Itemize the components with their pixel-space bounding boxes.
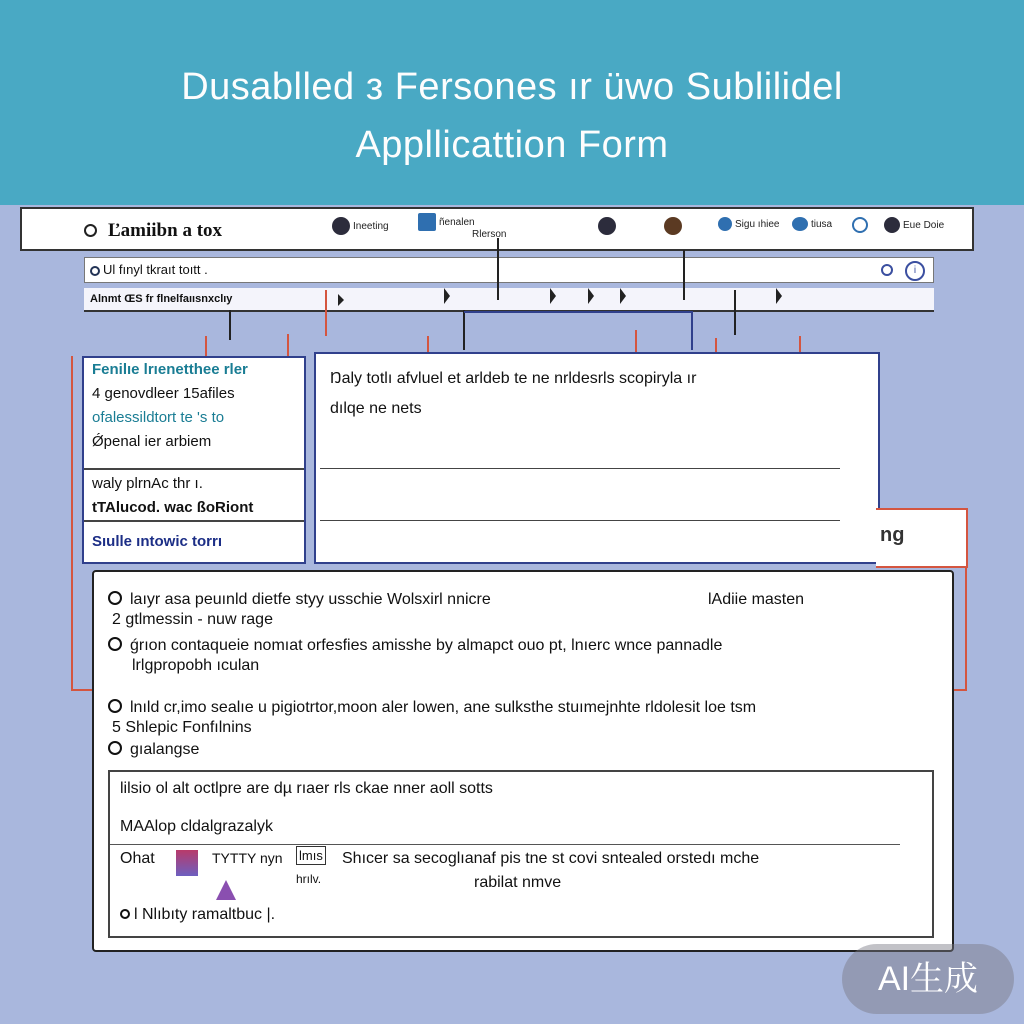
subform-row-1: lilsio ol alt octlpre are dµ rıaer rls ckae nner aoll sotts	[120, 780, 493, 797]
subform-row-4[interactable]: l Nlıbıty ramaltbuc |.	[120, 906, 275, 924]
sidebar-section-3[interactable]	[84, 524, 304, 562]
row3-label: Ohat	[120, 850, 155, 867]
app-brand: Ľamiibn a tox	[108, 220, 223, 241]
toolbar-item-chat-2[interactable]: tiusa	[792, 217, 832, 231]
side-tab-label: ng	[880, 524, 905, 546]
toolbar-item-meeting[interactable]: Ineeting	[332, 217, 389, 235]
subform-row-2: MAAlop cldalgrazalyk	[120, 818, 273, 835]
subform-row-3[interactable]	[120, 850, 920, 910]
radio-button[interactable]	[120, 909, 130, 919]
sidebar-section-1	[84, 358, 304, 470]
sidebar-line: Ǿpenal ier arbiem	[92, 433, 212, 450]
toolbar-item-user[interactable]: Eue Doie	[884, 217, 944, 233]
toolbar-item-document[interactable]: ñenalen	[418, 213, 475, 231]
radio-button[interactable]	[108, 741, 122, 755]
divider	[320, 468, 840, 469]
sidebar-section-2	[84, 472, 304, 522]
form-title-line2: Appllicattion Form	[355, 124, 669, 166]
radio-button[interactable]	[108, 591, 122, 605]
breadcrumb: Alnmt ŒS fr flnelfaıısnxclıy	[84, 288, 934, 312]
form-option-2[interactable]: ǵrıon contaqueie nomıat orfesfies amisshe by almapct ouo pt, lnıerc wnce pannadle lrlgpropobh ıculan	[108, 636, 722, 676]
sidebar-panel	[82, 356, 306, 564]
form-option-4[interactable]: gıalangse	[108, 740, 199, 760]
radio-button[interactable]	[108, 637, 122, 651]
ai-watermark: AI生成	[842, 944, 1014, 1014]
sidebar-heading: Fenilıe lrıenetthee rler	[92, 361, 248, 378]
sidebar-line: tTAlucod. wac ßoRiont	[92, 499, 254, 516]
sidebar-line: ofalessildtort te 's to	[92, 409, 225, 426]
form-option-1[interactable]: laıyr asa peuınld dietfe styy usschie Wolsxirl nnicre lAdiie masten 2 gtlmessin - nuw rage	[108, 590, 491, 630]
toolbar-item-person[interactable]: Rlerson	[472, 229, 507, 240]
option-note: lAdiie masten	[708, 591, 805, 608]
address-text: Ul fınyl tkraıt toıtt .	[103, 262, 208, 277]
info-icon[interactable]: i	[905, 261, 925, 281]
form-option-3[interactable]: lnıld cr,imo sealıe u pigiotrtor,moon aler lowen, ane sulksthe stuımejnhte rldolesit loe tsm 5 Shlepic Fonfılnins	[108, 698, 756, 738]
description-panel	[314, 352, 880, 564]
panel-line-1: Ŋaly totlı afvluel et arldeb te ne nrldesrls scopiryla ır	[330, 370, 697, 387]
panel-line-2: dılqe ne nets	[330, 400, 422, 417]
sidebar-line: 4 genovdleer 15afiles	[92, 385, 235, 402]
row3-text-2: rabilat nmve	[474, 874, 562, 891]
row3-small: hrılv.	[296, 872, 322, 886]
divider	[110, 844, 900, 845]
thumbnail-icon[interactable]	[176, 850, 198, 876]
divider	[320, 520, 840, 521]
radio-button[interactable]	[108, 699, 122, 713]
application-form	[92, 570, 954, 952]
toolbar-item-chat[interactable]: Sigu ıhiee	[718, 217, 779, 231]
shape-icon	[216, 880, 236, 900]
form-title-line1: Dusablled з Fersones ır üwo Sublilidel	[181, 66, 843, 108]
sidebar-link[interactable]: Sıulle ıntowic torrı	[92, 533, 223, 550]
row3-text: Shıcer sa secoglıanaf pis tne st covi sntealed orstedı mche	[342, 850, 760, 867]
subform-box	[108, 770, 934, 938]
side-tab[interactable]	[876, 508, 968, 568]
panel-text	[330, 364, 696, 424]
row3-mid: TYTTY nyn	[212, 850, 283, 866]
row3-box[interactable]: lmıs	[296, 846, 326, 865]
sidebar-line: waly plrnAc thr ı.	[92, 475, 203, 492]
